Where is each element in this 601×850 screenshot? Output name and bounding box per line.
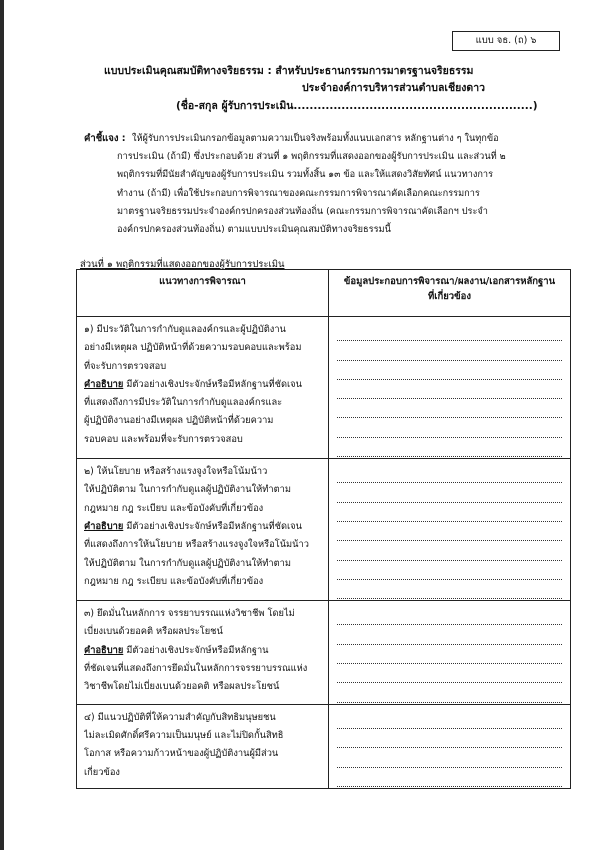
dotted-line[interactable] — [337, 323, 562, 341]
explanation-text: วิชาชีพโดยไม่เบี่ยงเบนด้วยอคติ หรือผลประโยชน์ — [84, 681, 280, 693]
dotted-line[interactable] — [337, 730, 562, 748]
criteria-text: ให้ปฏิบัติตาม ในการกำกับดูแลผู้ปฏิบัติงานให้ทำตาม — [84, 484, 291, 496]
table-row — [77, 601, 571, 704]
criteria-text: โอกาส หรือความก้าวหน้าของผู้ปฏิบัติงานผู้มีส่วน — [84, 748, 279, 760]
explanation-text: ผู้ปฏิบัติงานอย่างมีเหตุผล ปฏิบัติหน้าที่ด้วยความ — [84, 415, 274, 427]
dotted-line[interactable] — [337, 665, 562, 683]
dotted-line[interactable] — [337, 626, 562, 644]
dotted-line[interactable] — [337, 381, 562, 399]
explanation-text: คำอธิบาย มีตัวอย่างเชิงประจักษ์หรือมีหลักฐาน — [84, 644, 269, 656]
dotted-line[interactable] — [337, 504, 562, 522]
dotted-line[interactable] — [337, 542, 562, 560]
form-code-box: แบบ จธ. (ถ) ๖ — [452, 31, 560, 51]
criteria-cell — [77, 459, 329, 601]
table-row — [77, 704, 571, 788]
explanation-text: คำอธิบาย มีตัวอย่างเชิงประจักษ์หรือมีหลักฐานที่ชัดเจน — [84, 520, 302, 532]
scan-edge — [0, 0, 4, 850]
explanation-text: ที่ชัดเจนที่แสดงถึงการยึดมั่นในหลักการจรรยาบรรณแห่ง — [84, 663, 308, 675]
dotted-line[interactable] — [337, 439, 562, 457]
criteria-text: ๒) ให้นโยบาย หรือสร้างแรงจูงใจหรือโน้มน้าว — [84, 466, 268, 478]
criteria-text: ที่จะรับการตรวจสอบ — [84, 360, 167, 372]
explanation-text: คำอธิบาย มีตัวอย่างเชิงประจักษ์หรือมีหลักฐานที่ชัดเจน — [84, 378, 302, 390]
explanation-text: กฎหมาย กฎ ระเบียบ และข้อบังคับที่เกี่ยวข้อง — [84, 575, 264, 587]
section-title: ส่วนที่ ๑ พฤติกรรมที่แสดงออกของผู้รับการประเมิน — [80, 259, 285, 270]
document-title: แบบประเมินคุณสมบัติทางจริยธรรม : สำหรับประธานกรรมการมาตรฐานจริยธรรม — [104, 65, 474, 77]
assessment-table — [76, 269, 571, 789]
criteria-text: เบี่ยงเบนด้วยอคติ หรือผลประโยชน์ — [84, 626, 223, 638]
explanation-label: คำอธิบาย — [84, 378, 124, 390]
criteria-text: ๔) มีแนวปฏิบัติที่ให้ความสำคัญกับสิทธิมนุษยชน — [84, 711, 276, 723]
dotted-line[interactable] — [337, 362, 562, 380]
dotted-line[interactable] — [337, 581, 562, 599]
evidence-header: ข้อมูลประกอบการพิจารณา/ผลงาน/เอกสารหลักฐาน ที่เกี่ยวข้อง — [329, 270, 571, 317]
dotted-line[interactable] — [337, 607, 562, 625]
dotted-line[interactable] — [337, 400, 562, 418]
dotted-line[interactable] — [337, 684, 562, 702]
dotted-line[interactable] — [337, 342, 562, 360]
dotted-line[interactable] — [337, 711, 562, 729]
instruction-line: ให้ผู้รับการประเมินกรอกข้อมูลตามความเป็นจริงพร้อมทั้งแนบเอกสาร หลักฐานต่าง ๆ ในทุกข้อ — [132, 133, 499, 144]
dotted-line[interactable] — [337, 769, 562, 787]
criteria-text: ไม่ละเมิดศักดิ์ศรีความเป็นมนุษย์ และไม่ปิดกั้นสิทธิ — [84, 729, 284, 741]
explanation-label: คำอธิบาย — [84, 520, 124, 532]
evidence-cell[interactable] — [329, 317, 571, 459]
evidence-cell[interactable] — [329, 704, 571, 788]
table-row — [77, 317, 571, 459]
criteria-cell — [77, 317, 329, 459]
instruction-line: การประเมิน (ถ้ามี) ซึ่งประกอบด้วย ส่วนที่ ๑ พฤติกรรมที่แสดงออกของผู้รับการประเมิน และส่วนที่ ๒ — [117, 151, 506, 162]
dotted-line[interactable] — [337, 465, 562, 483]
explanation-label: คำอธิบาย — [84, 644, 124, 656]
criteria-header: แนวทางการพิจารณา — [77, 270, 329, 317]
criteria-text: ๓) ยึดมั่นในหลักการ จรรยาบรรณแห่งวิชาชีพ โดยไม่ — [84, 608, 295, 620]
dotted-line[interactable] — [337, 484, 562, 502]
explanation-text: ที่แสดงถึงการมีประวัติในการกำกับดูแลองค์กรและ — [84, 397, 283, 409]
instruction-line: พฤติกรรมที่มีนัยสำคัญของผู้รับการประเมิน รวมทั้งสิ้น ๑๓ ข้อ และให้แสดงวิสัยทัศน์ แนวทางการ — [117, 169, 494, 180]
dotted-line[interactable] — [337, 646, 562, 664]
evidence-cell[interactable] — [329, 459, 571, 601]
instruction-label: คำชี้แจง : — [84, 133, 126, 144]
criteria-text: ๑) มีประวัติในการกำกับดูแลองค์กรและผู้ปฏิบัติงาน — [84, 324, 286, 335]
criteria-text: อย่างมีเหตุผล ปฏิบัติหน้าที่ด้วยความรอบคอบและพร้อม — [84, 342, 302, 354]
criteria-text: เกี่ยวข้อง — [84, 766, 120, 778]
explanation-text: ให้ปฏิบัติตาม ในการกำกับดูแลผู้ปฏิบัติงานให้ทำตาม — [84, 557, 291, 569]
dotted-line[interactable] — [337, 523, 562, 541]
criteria-text: กฎหมาย กฎ ระเบียบ และข้อบังคับที่เกี่ยวข้อง — [84, 502, 264, 514]
assessee-name-line: (ชื่อ-สกุล ผู้รับการประเมิน............................................................) — [176, 100, 538, 112]
instruction-line: องค์กรปกครองส่วนท้องถิ่น) ตามแบบประเมินคุณสมบัติทางจริยธรรมนี้ — [117, 224, 391, 235]
instruction-line: ทำงาน (ถ้ามี) เพื่อใช้ประกอบการพิจารณาของคณะกรรมการพิจารณาคัดเลือกคณะกรรมการ — [117, 188, 480, 199]
dotted-line[interactable] — [337, 749, 562, 767]
criteria-cell — [77, 601, 329, 704]
dotted-line[interactable] — [337, 562, 562, 580]
document-subtitle: ประจำองค์การบริหารส่วนตำบลเชียงดาว — [302, 82, 486, 94]
table-row — [77, 459, 571, 601]
table-header-row — [77, 270, 571, 317]
explanation-text: รอบคอบ และพร้อมที่จะรับการตรวจสอบ — [84, 433, 243, 445]
instruction-line: มาตรฐานจริยธรรมประจำองค์กรปกครองส่วนท้องถิ่น (คณะกรรมการพิจารณาคัดเลือกฯ ประจำ — [117, 206, 488, 217]
dotted-line[interactable] — [337, 419, 562, 437]
criteria-cell — [77, 704, 329, 788]
explanation-text: ที่แสดงถึงการให้นโยบาย หรือสร้างแรงจูงใจหรือโน้มน้าว — [84, 539, 309, 551]
evidence-cell[interactable] — [329, 601, 571, 704]
